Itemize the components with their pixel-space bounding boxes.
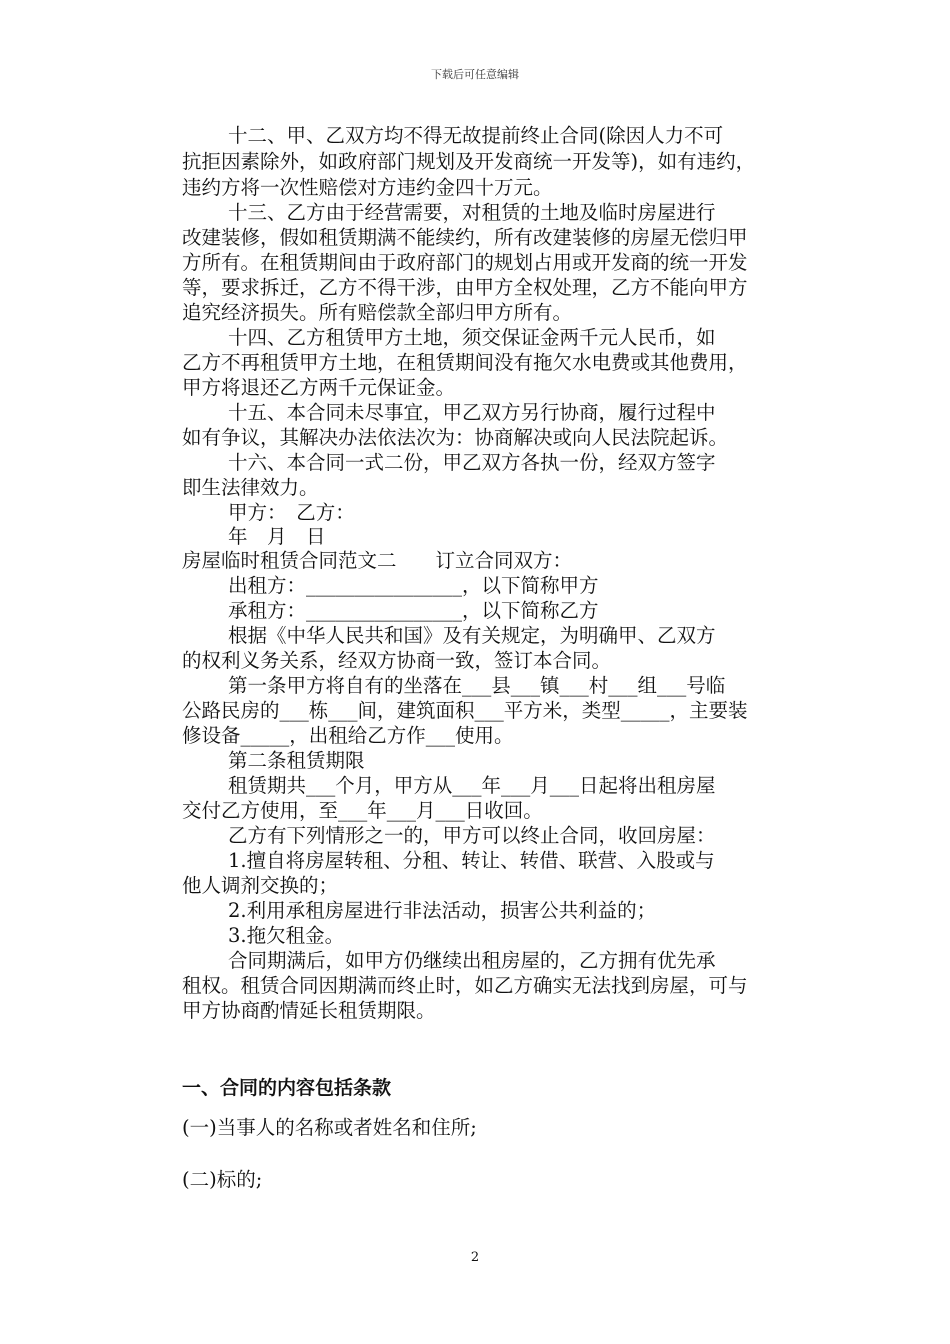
text-line: 十五、本合同未尽事宜，甲乙双方另行协商，履行过程中	[228, 401, 716, 424]
page-header: 下载后可任意编辑	[431, 68, 519, 81]
text-line: 方所有。在租赁期间由于政府部门的规划占用或开发商的统一开发	[182, 251, 748, 274]
text-line: 公路民房的___栋___间，建筑面积___平方米，类型_____，主要装	[182, 699, 748, 722]
text-line: 十二、甲、乙双方均不得无故提前终止合同(除因人力不可	[228, 124, 724, 147]
text-line: 十四、乙方租赁甲方土地，须交保证金两千元人民币，如	[228, 326, 716, 349]
text-line: 1.擅自将房屋转租、分租、转让、转借、联营、入股或与	[228, 849, 715, 872]
list-item: (二)标的;	[182, 1168, 263, 1191]
text-line: 如有争议，其解决办法依法次为：协商解决或向人民法院起诉。	[182, 426, 729, 449]
text-line: 等，要求拆迁，乙方不得干涉，由甲方全权处理，乙方不能向甲方	[182, 276, 748, 299]
text-line: 租赁期共___个月，甲方从___年___月___日起将出租房屋	[228, 774, 716, 797]
text-line: 的权利义务关系，经双方协商一致，签订本合同。	[182, 649, 612, 672]
text-line: 合同期满后，如甲方仍继续出租房屋的，乙方拥有优先承	[228, 949, 716, 972]
text-line: 承租方：________________，以下简称乙方	[228, 599, 599, 622]
text-line: 2.利用承租房屋进行非法活动，损害公共利益的；	[228, 899, 657, 922]
text-line: 甲方： 乙方：	[228, 501, 355, 524]
text-line: 十三、乙方由于经营需要，对租赁的土地及临时房屋进行	[228, 201, 716, 224]
text-line: 第二条租赁期限	[228, 749, 365, 772]
text-line: 出租方：________________，以下简称甲方	[228, 574, 599, 597]
text-line: 年 月 日	[228, 525, 326, 548]
text-line: 根据《中华人民共和国》及有关规定，为明确甲、乙双方	[228, 624, 716, 647]
text-line: 违约方将一次性赔偿对方违约金四十万元。	[182, 176, 553, 199]
text-line: 甲方将退还乙方两千元保证金。	[182, 376, 456, 399]
text-line: 即生法律效力。	[182, 476, 319, 499]
text-line: 甲方协商酌情延长租赁期限。	[182, 999, 436, 1022]
text-line: 房屋临时租赁合同范文二 订立合同双方：	[182, 549, 573, 572]
text-line: 乙方不再租赁甲方土地，在租赁期间没有拖欠水电费或其他费用，	[182, 351, 748, 374]
page-number: 2	[470, 1250, 480, 1265]
text-line: 租权。租赁合同因期满而终止时，如乙方确实无法找到房屋，可与	[182, 974, 748, 997]
text-line: 修设备_____，出租给乙方作___使用。	[182, 724, 514, 747]
text-line: 抗拒因素除外，如政府部门规划及开发商统一开发等)，如有违约，	[182, 150, 756, 173]
text-line: 乙方有下列情形之一的，甲方可以终止合同，收回房屋：	[228, 824, 716, 847]
text-line: 改建装修，假如租赁期满不能续约，所有改建装修的房屋无偿归甲	[182, 226, 748, 249]
text-line: 第一条甲方将自有的坐落在___县___镇___村___组___号临	[228, 674, 726, 697]
text-line: 十六、本合同一式二份，甲乙双方各执一份，经双方签字	[228, 451, 716, 474]
text-line: 3.拖欠租金。	[228, 924, 345, 947]
section-title: 一、合同的内容包括条款	[182, 1077, 392, 1099]
text-line: 追究经济损失。所有赔偿款全部归甲方所有。	[182, 301, 573, 324]
text-line: 他人调剂交换的；	[182, 874, 339, 897]
text-line: 交付乙方使用，至___年___月___日收回。	[182, 799, 543, 822]
list-item: (一)当事人的名称或者姓名和住所;	[182, 1116, 477, 1139]
